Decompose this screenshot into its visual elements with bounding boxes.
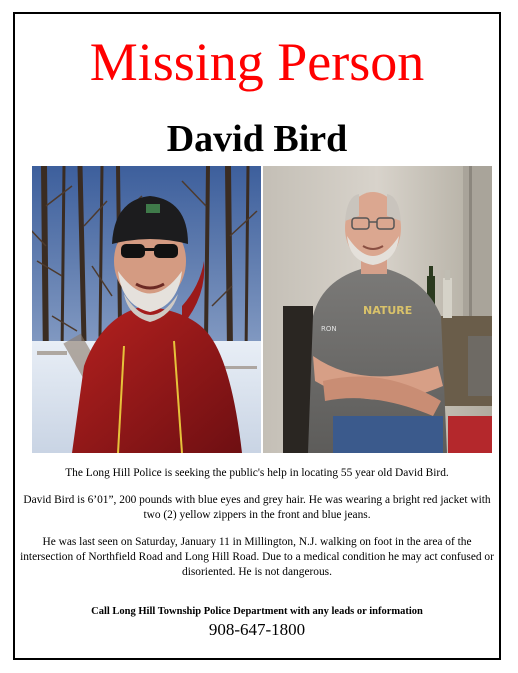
- phone-number: 908-647-1800: [208, 620, 306, 639]
- man-in-grey-tshirt-arms-crossed-photo: [263, 166, 492, 453]
- description-paragraph-3: He was last seen on Saturday, January 11 in Millington, N.J. walking on foot in the area of the intersection of Northfield Road and Long Hill Road. Due to a medical condition he may act confused or disoriented. He is not dangerous.: [20, 536, 494, 578]
- headline: Missing Person: [89, 32, 425, 92]
- description-paragraph-2: David Bird is 6’01”, 200 pounds with blue eyes and grey hair. He was wearing a bright red jacket with two (2) yellow zippers in the front and blue jeans.: [23, 494, 491, 521]
- svg-text:RON: RON: [321, 325, 337, 333]
- call-to-action: Call Long Hill Township Police Department with any leads or information: [91, 606, 423, 617]
- photo-row: [32, 166, 492, 453]
- description-paragraph-1: The Long Hill Police is seeking the public's help in locating 55 year old David Bird.: [65, 467, 449, 479]
- svg-text:NATURE: NATURE: [363, 304, 413, 317]
- description: [15, 466, 499, 592]
- person-name: David Bird: [166, 118, 348, 160]
- missing-person-poster: [13, 12, 501, 660]
- man-in-red-jacket-winter-woods-photo: [32, 166, 261, 453]
